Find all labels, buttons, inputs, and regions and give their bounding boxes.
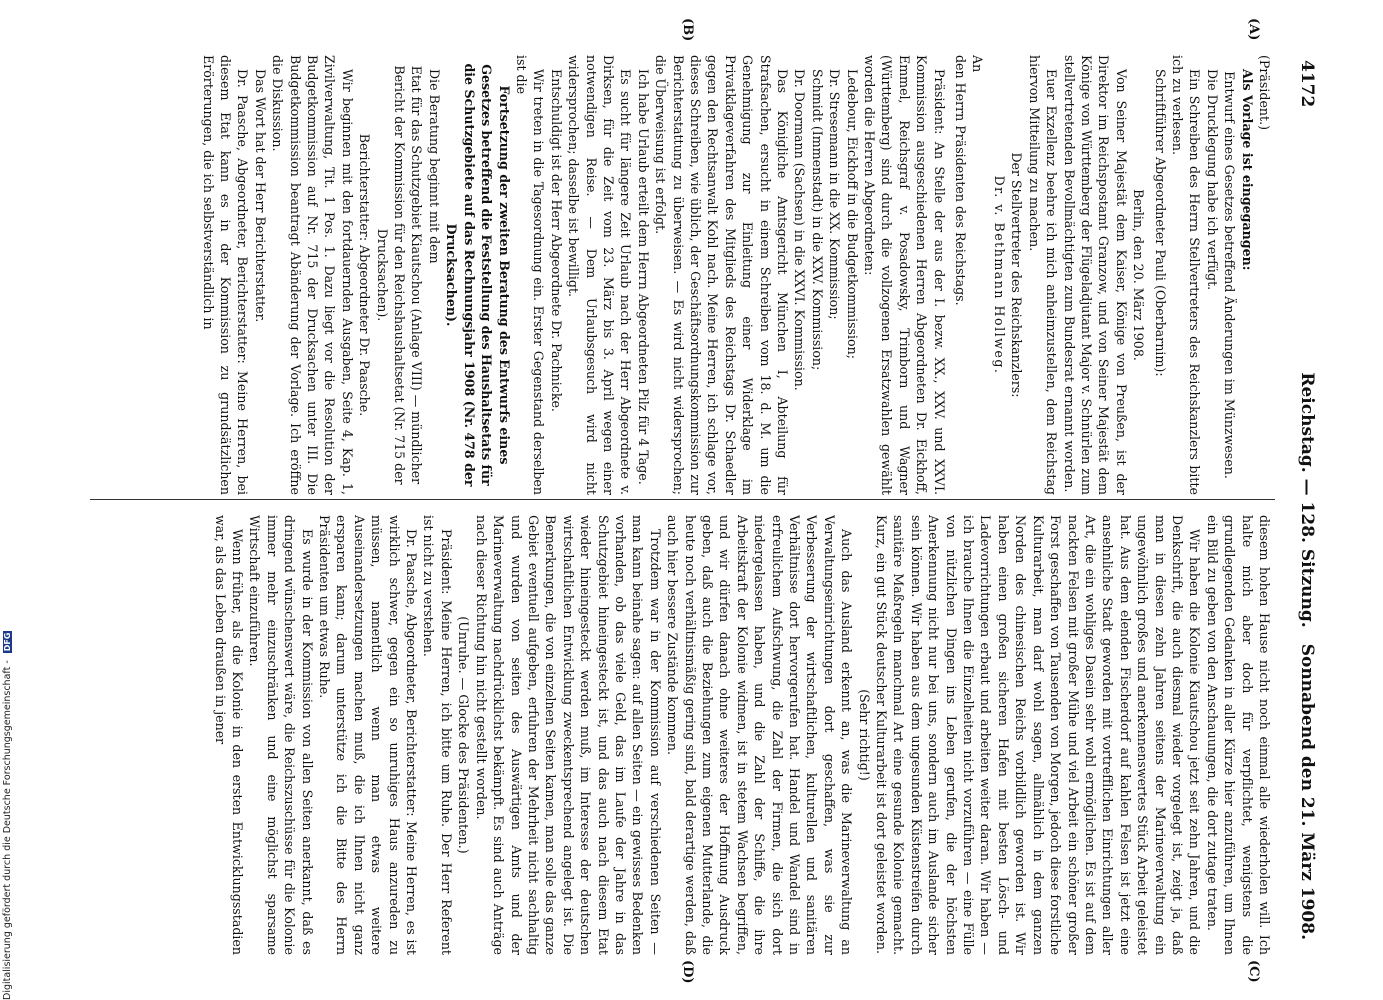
letter-body: Von Seiner Majestät dem Kaiser, Könige von Preußen, ist der Direktor im Reichspostamt Granzow, und von Seiner Majestät dem Könige von Württemberg der Flügeladjutant Major v. Schnürlen zum stellvertretenden Bevollmächtigten zum Bundesrat ernannt worden. bbox=[1061, 55, 1129, 495]
paragraph: Als Vorlage ist eingegangen: bbox=[1239, 69, 1255, 271]
agenda-item-heading: Fortsetzung der zweiten Beratung des Entwurfs eines Gesetzes betreffend die Feststellung des Haushaltsetats für die Schutzgebiete auf das Rechnungsjahr 1908 (Nr. 478 der Drucksachen). bbox=[444, 63, 512, 487]
margin-marker-c: (C) bbox=[1246, 960, 1261, 983]
paragraph: Ich habe Urlaub erteilt dem Herrn Abgeordneten Pilz für 4 Tage. bbox=[635, 69, 651, 485]
letter-signature: Dr. v. Bethmann Hollweg. bbox=[991, 175, 1007, 375]
interjection: (Sehr richtig!) bbox=[856, 689, 872, 781]
list-item: Dr. Stresemann in die XX. Kommission; bbox=[827, 69, 843, 320]
left-column bbox=[93, 55, 1273, 495]
letter-signature-title: Der Stellvertreter des Reichskanzlers: bbox=[1009, 152, 1025, 398]
paragraph: Das Königliche Amtsgericht München I, Abteilung für Strafsachen, ersucht in einem Schreiben vom 18. d. M. um die Genehmigung zur Einleitung einer Widerklage im Privatklageverfahren des Mitglieds des Reichstags Dr. Schaedler gegen den Rechtsanwalt Kohl nach. Meine Herren, ich schlage vor, dieses Schreiben, wie üblich, der Geschäftsordnungskommission zur Berichterstattung zu überweisen. — Es wird nicht widersprochen; die Überweisung ist erfolgt. bbox=[653, 55, 791, 495]
paragraph: Es wurde in der Kommission von allen Seiten anerkannt, daß es dringend wünschenswert wäre, die Reichszuschüsse für die Kolonie immer mehr einzuschränken und eine möglichst sparsame Wirtschaft einzuführen. bbox=[247, 515, 315, 955]
digitization-credit bbox=[2, 628, 16, 1000]
paragraph: Präsident: Meine Herren, ich bitte um Ruhe. Der Herr Referent ist nicht zu verstehen. bbox=[421, 515, 454, 955]
interjection: (Unruhe. — Glocke des Präsidenten.) bbox=[456, 616, 472, 854]
paragraph: Das Wort hat der Herr Berichterstatter. bbox=[252, 69, 268, 323]
paragraph: Wir beginnen mit den fortdauernden Ausgaben, Seite 4, Kap. 1, Zivilverwaltung, Tit. 1 Pos. 1. Dazu liegt vor die Resolution der Budgetkommission auf Nr. 715 der Drucksachen unter III. Die Budgetkommission beantragt Abänderung der Vorlage. Ich eröffne die Diskussion. bbox=[270, 55, 355, 495]
paragraph: Entschuldigt ist der Herr Abgeordnete Dr. Pachnicke. bbox=[548, 69, 564, 412]
paragraph: Trotzdem war in der Kommission auf verschiedenen Seiten — man kann beinahe sagen: auf allen Seiten — ein gewisses Bedenken vorhanden, ob das viele Geld, das im Laufe der Jahre in das Schutzgebiet hineingesteckt ist, und das auch nach diesem Etat wieder hineingesteckt werden muß, im Interesse der deutschen wirtschaftlichen Entwicklung zweckentsprechend angelegt ist. Die Bemerkungen, die von einzelnen Seiten kamen, man solle das ganze Gebiet eventuell aufgeben, erfuhren der Mehrheit nicht sachhaltig und wurden von seiten des Auswärtigen Amts und der Marineverwaltung nachdrücklichst bekämpft. Es sind auch Anträge nach dieser Richtung hin nicht gestellt worden. bbox=[473, 515, 663, 955]
paragraph: Wir treten in die Tagesordnung ein. Erster Gegenstand derselben ist die bbox=[513, 55, 547, 495]
dfg-logo: DFG bbox=[3, 632, 12, 652]
speaker-continuation: (Präsident.) bbox=[1257, 55, 1272, 131]
paragraph: Die Beratung beginnt mit dem bbox=[426, 69, 442, 264]
paragraph: Entwurf eines Gesetzes betreffend Änderungen im Münzwesen. bbox=[1222, 71, 1238, 479]
letter-addressee: den Herrn Präsidenten des Reichstags. bbox=[953, 55, 969, 306]
paragraph: Präsident: An Stelle der aus der I. bezw. XX., XXV. und XXVI. Kommission ausgeschiedenen Herren Abgeordneten Dr. Eickhoff, Emmel, Reichsgraf v. Posadowsky, Trimborn und Wagner (Württemberg) sind durch die vollzogenen Ersatzwahlen gewählt worden die Herren Abgeordneten: bbox=[862, 55, 947, 495]
paragraph: Ein Schreiben des Herrn Stellvertreters des Reichskanzlers bitte ich zu verlesen. bbox=[1169, 55, 1203, 495]
paragraph: Wenn früher, als die Kolonie in den ersten Entwicklungsstadien war, als das Leben draußen in jener bbox=[212, 515, 246, 955]
session-date: Sonnabend den 21. März 1908. bbox=[1297, 643, 1317, 940]
margin-marker-b: (B) bbox=[680, 18, 695, 42]
rapporteur-line: Berichterstatter: Abgeordneter Dr. Paasche. bbox=[357, 133, 373, 417]
right-column bbox=[93, 515, 1273, 955]
column-divider bbox=[90, 499, 1275, 500]
paragraph: Dr. Paasche, Abgeordneter, Berichterstatter: Meine Herren, bei diesem Etat kann es in der Kommission zu grundsätzlichen Erörterungen, die ich selbstverständlich in bbox=[200, 55, 251, 495]
paragraph: Wir haben die Kolonie Kiautschou jetzt seit zehn Jahren, und die Denkschrift, die auch diesmal wieder vorgelegt ist, zeigt ja, daß man in diesen zehn Jahren seitens der Marineverwaltung ein ungewöhnlich großes und anerkennenswertes Stück Arbeit geleistet hat. Aus dem elenden Fischerdorf auf kahlen Felsen ist jetzt eine ansehnliche Stadt geworden mit vortrefflichen Einrichtungen aller Art, die ein wohliges Dasein sehr wohl ermöglichen. Es ist auf dem nackten Felsen mit großer Mühe und viel Arbeit ein schöner großer Forst geschaffen von Tausenden von Morgen, jedoch diese forstliche Kulturarbeit, man darf wohl sagen, allmählich in dem ganzen Norden des chinesischen Reichs vorbildlich geworden ist. Wir haben einen großen sicheren Hafen mit besten Lösch- und Ladevorrichtungen erbaut und arbeiten weiter daran. Wir haben — ich brauche Ihnen die Einzelheiten nicht vorzuführen — eine Fülle von nützlichen Dingen ins Leben gerufen, die der höchsten Anerkennung nicht nur bei uns, sondern auch im Auslande sicher sein können. Wir haben aus dem ungesunden Küstenstreifen durch sanitäre Maßregeln manchmal Art eine gesunde Kolonie gemacht. Kurz, ein gut Stück deutscher Kulturarbeit ist dort geleistet worden. bbox=[874, 515, 1203, 955]
margin-marker-a: (A) bbox=[1246, 18, 1261, 41]
paragraph: Schriftführer Abgeordneter Pauli (Oberbarnim): bbox=[1152, 69, 1168, 377]
running-title: Reichstag. — 128. Sitzung. bbox=[1297, 372, 1317, 628]
margin-marker-d: (D) bbox=[680, 960, 695, 984]
list-item: Schmidt (Immenstadt) in die XXV. Kommission; bbox=[809, 69, 825, 371]
page-number: 4172 bbox=[1297, 60, 1317, 108]
credit-text: Digitalisierung gefördert durch die Deutsche Forschungsgemeinschaft - bbox=[2, 660, 13, 1000]
paragraph: diesem hohen Hause nicht noch einmal alle wiederholen will. Ich halte mich aber doch für verpflichtet, wenigstens die grundlegenden Gedanken in aller Kürze hier anzuführen, um Ihnen ein Bild zu geben von den Anschauungen, die dort zutage traten. bbox=[1204, 515, 1272, 955]
paragraph: Die Drucklegung habe ich verfügt. bbox=[1204, 69, 1220, 291]
paragraph: Dr. Paasche, Abgeordneter, Berichterstatter: Meine Herren, es ist wirklich schwer, gegen ein so unruhiges Haus anzureden zu müssen, namentlich wenn man etwas weitere Auseinandersetzungen machen muß, die ich Ihnen nicht ganz ersparen kann; darum unterstütze ich die Bitte des Herrn Präsidenten um etwas Ruhe. bbox=[317, 515, 420, 955]
paragraph: Auch das Ausland erkennt an, was die Marineverwaltung an Verwaltungseinrichtungen dort geschaffen, was sie zur Verbesserung der wirtschaftlichen, kulturellen und sanitären Verhältnisse dort hervorgerufen hat. Handel und Wandel sind in erfreulichem Aufschwung, die Zahl der Firmen, die sich dort niedergelassen haben, und die Zahl der Schiffe, die ihre Arbeitskraft der Kolonie widmen, ist in stetem Wachsen begriffen, und wir dürfen danach ohne weiteres der Hoffnung Ausdruck geben, daß auch die Beziehungen zum eigenen Mutterlande, die heute noch verhältnismäßig gering sind, bald derartige werden, daß auch hier bessere Zustände kommen. bbox=[665, 515, 855, 955]
letter-body: Euer Exzellenz beehre ich mich anheimzustellen, dem Reichstag hiervon Mitteilung zu machen. bbox=[1026, 55, 1060, 495]
list-item: Ledebour, Eickhoff in die Budgetkommission; bbox=[844, 69, 860, 359]
page-header bbox=[1285, 60, 1325, 940]
list-item: Dr. Doormann (Sachsen) in die XXVI. Kommission. bbox=[792, 69, 808, 391]
agenda-subitem: Etat für das Schutzgebiet Kiautschou (Anlage VIII) — mündlicher Bericht der Kommission für den Reichshaushaltsetat (Nr. 715 der Drucksachen). bbox=[374, 65, 425, 485]
letter-dateline: Berlin, den 20. März 1908. bbox=[1131, 189, 1147, 361]
paragraph: Es sucht für längere Zeit Urlaub nach der Herr Abgeordnete v. Dirksen, für die Zeit vom 23. März bis 3. April wegen einer notwendigen Reise. — Dem Urlaubsgesuch wird nicht widersprochen; dasselbe ist bewilligt. bbox=[566, 55, 634, 495]
letter-addressee: An bbox=[970, 55, 986, 73]
